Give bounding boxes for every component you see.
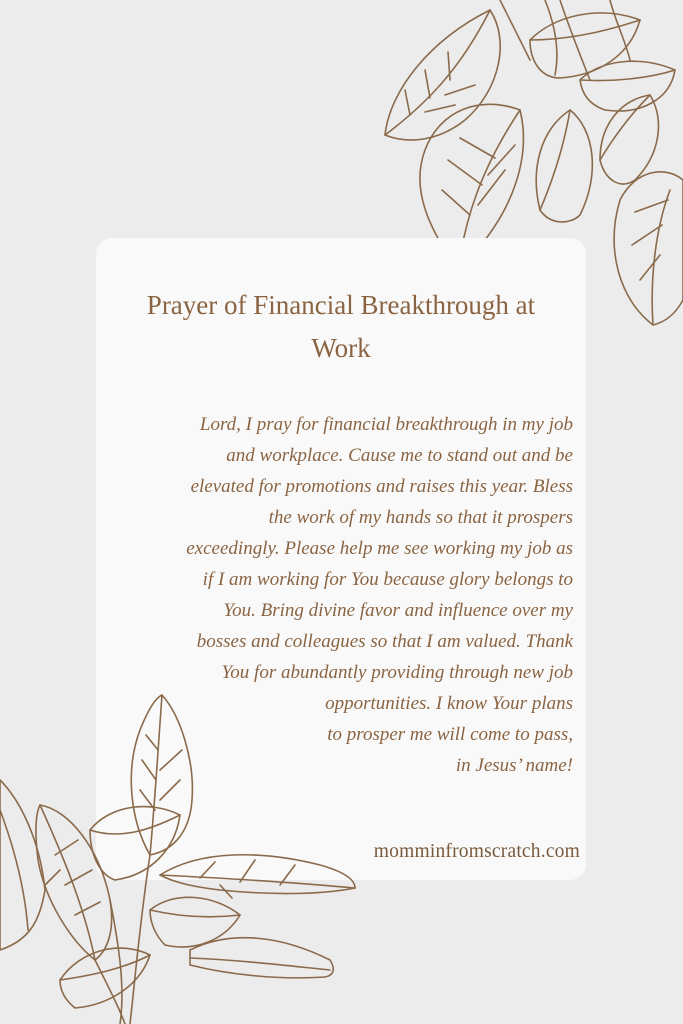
prayer-line: bosses and colleagues so that I am valued. Thank [196, 631, 573, 652]
prayer-title: Prayer of Financial Breakthrough at Work [146, 290, 536, 363]
prayer-line: in Jesus’ name! [455, 755, 573, 776]
prayer-line: the work of my hands so that it prospers [268, 507, 573, 528]
prayer-line: You for abundantly providing through new job [221, 662, 573, 683]
prayer-line: opportunities. I know Your plans [325, 693, 573, 714]
website-url: momminfromscratch.com [373, 841, 580, 862]
prayer-line: to prosper me will come to pass, [327, 724, 573, 745]
prayer-line: exceedingly. Please help me see working my job as [186, 538, 573, 559]
prayer-line: if I am working for You because glory belongs to [202, 569, 573, 590]
prayer-line: You. Bring divine favor and influence over my [223, 600, 573, 621]
prayer-line: and workplace. Cause me to stand out and be [226, 445, 573, 466]
prayer-card [96, 238, 586, 880]
prayer-line: Lord, I pray for financial breakthrough in my job [199, 414, 573, 435]
prayer-line: elevated for promotions and raises this year. Bless [190, 476, 573, 497]
prayer-text [136, 409, 573, 781]
